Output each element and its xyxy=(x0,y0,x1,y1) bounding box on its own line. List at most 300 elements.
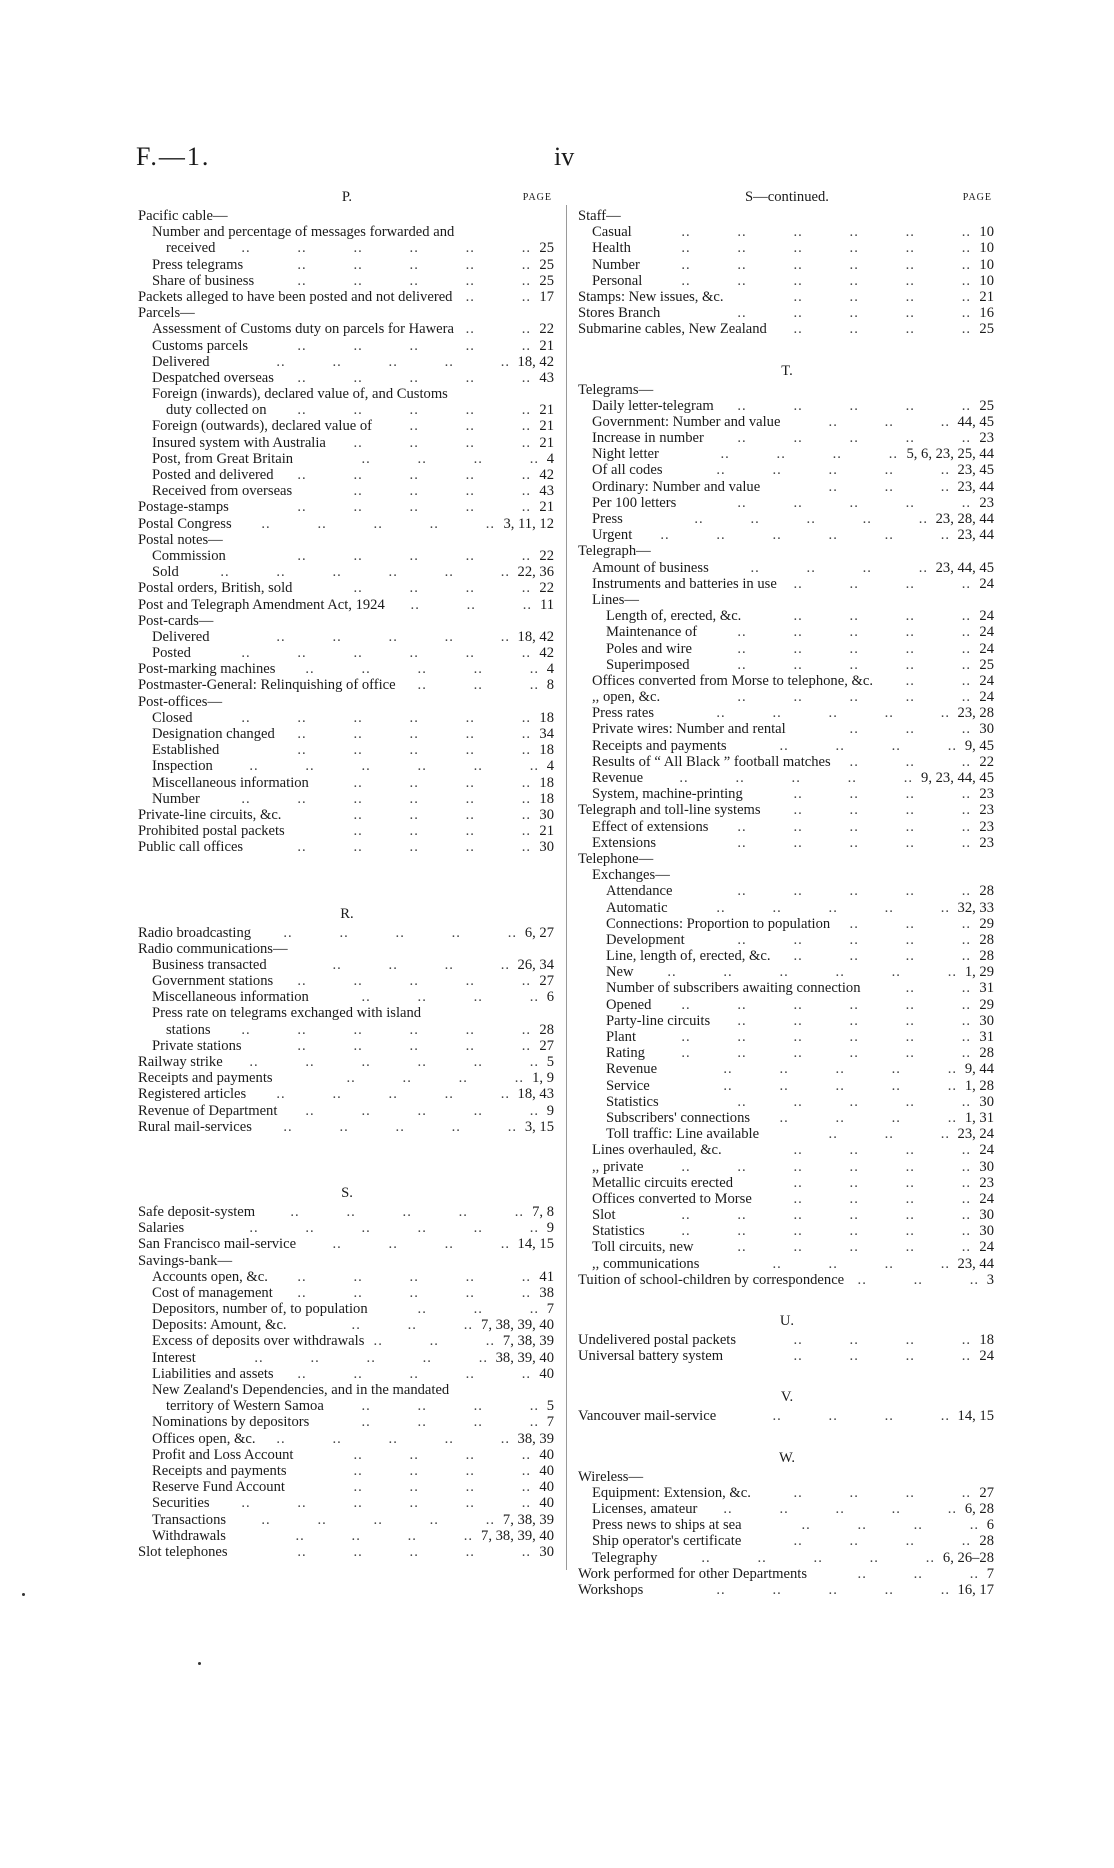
index-entry xyxy=(138,677,556,693)
dot-leader: .. .. .. .. .. .. xyxy=(241,1021,531,1038)
dot-leader: .. .. .. .. .. xyxy=(737,834,971,851)
dot-leader: .. .. .. .. .. xyxy=(276,1086,510,1103)
index-entry xyxy=(578,1191,996,1207)
entry-page: 21 xyxy=(539,823,554,840)
entry-text: Posted xyxy=(152,645,191,662)
section-spacer xyxy=(578,1364,996,1386)
dot-leader: .. .. .. xyxy=(849,915,971,932)
index-entry xyxy=(138,629,556,645)
entry-text: Submarine cables, New Zealand xyxy=(578,321,767,338)
entry-text: Vancouver mail-service xyxy=(578,1408,717,1425)
dot-leader: .. .. xyxy=(905,980,971,997)
index-entry xyxy=(578,495,996,511)
entry-page: 8 xyxy=(546,677,554,694)
entry-text: Personal xyxy=(592,272,643,289)
entry-page: 23, 28 xyxy=(957,705,994,722)
entry-text: Profit and Loss Account xyxy=(152,1446,294,1463)
entry-text: Deposits: Amount, &c. xyxy=(152,1317,287,1334)
index-entry xyxy=(138,499,556,515)
index-entry xyxy=(578,624,996,640)
entry-text: Line, length of, erected, &c. xyxy=(606,948,771,965)
index-entry xyxy=(578,1045,996,1061)
dot-leader: .. .. .. .. .. xyxy=(737,640,971,657)
entry-page: 18, 42 xyxy=(517,628,554,645)
index-entry xyxy=(578,948,996,964)
dot-leader: .. .. .. .. .. xyxy=(737,818,971,835)
dot-leader: .. .. .. .. .. xyxy=(297,369,531,386)
dot-leader: .. .. .. .. xyxy=(353,823,531,840)
dot-leader: .. .. .. .. xyxy=(353,1462,531,1479)
entry-text: Subscribers' connections xyxy=(606,1109,751,1126)
entry-page: 24 xyxy=(979,624,994,641)
dot-leader: .. .. .. .. .. xyxy=(283,924,517,941)
index-entry xyxy=(138,451,556,467)
entry-page: 23 xyxy=(979,786,994,803)
entry-text: Number xyxy=(592,256,640,273)
entry-text: Effect of extensions xyxy=(592,818,709,835)
dot-leader: .. .. .. .. .. xyxy=(297,839,531,856)
dot-leader: .. .. .. .. .. xyxy=(737,1239,971,1256)
document-reference: F.—1. xyxy=(136,142,211,171)
index-entry xyxy=(578,1078,996,1094)
index-entry xyxy=(578,1485,996,1501)
entry-text: Press rate on telegrams exchanged with island xyxy=(152,1005,422,1022)
entry-text: Toll circuits, new xyxy=(592,1239,694,1256)
index-entry xyxy=(578,560,996,576)
entry-page: 31 xyxy=(979,980,994,997)
index-entry xyxy=(138,208,556,224)
entry-page: 22, 36 xyxy=(517,564,554,581)
entry-page: 5 xyxy=(546,1054,554,1070)
index-entry xyxy=(578,1029,996,1045)
entry-text: Established xyxy=(152,742,220,759)
entry-page: 24 xyxy=(979,1348,994,1365)
index-entry xyxy=(578,1533,996,1549)
entry-page: 3, 15 xyxy=(524,1118,554,1135)
section-spacer xyxy=(138,856,556,903)
dot-leader: .. .. .. .. xyxy=(793,1533,971,1550)
dot-leader: .. .. .. .. xyxy=(801,1517,979,1534)
index-entry xyxy=(138,1086,556,1102)
entry-text: Statistics xyxy=(606,1093,659,1110)
dot-leader: .. .. .. .. .. xyxy=(297,337,531,354)
entry-text: Posted and delivered xyxy=(152,467,274,483)
dot-leader: .. .. .. .. .. xyxy=(737,931,971,948)
index-entry xyxy=(578,576,996,592)
entry-page: 30 xyxy=(979,1158,994,1175)
section-spacer xyxy=(138,1135,556,1182)
entry-text: Excess of deposits over withdrawals xyxy=(152,1333,365,1350)
section-letter: P. xyxy=(341,189,353,205)
index-entry xyxy=(138,1366,556,1382)
dot-leader: .. .. .. .. .. .. xyxy=(681,1207,971,1224)
entry-page: 27 xyxy=(539,1037,554,1054)
dot-leader: .. .. .. .. xyxy=(750,559,928,576)
entry-page: 30 xyxy=(539,839,554,856)
column-divider xyxy=(566,205,567,1570)
dot-leader: .. .. .. .. xyxy=(720,446,898,463)
entry-page: 9, 44 xyxy=(964,1061,994,1078)
index-entry xyxy=(138,289,556,305)
dot-leader: .. .. .. .. .. xyxy=(297,402,531,419)
entry-text: Post-marking machines xyxy=(138,661,276,678)
entry-page: 1, 31 xyxy=(964,1109,994,1126)
entry-text: Pacific cable— xyxy=(138,208,228,224)
entry-text: Private-line circuits, &c. xyxy=(138,806,282,823)
entry-page: 43 xyxy=(539,483,554,500)
dot-leader: .. .. .. .. .. xyxy=(297,1284,531,1301)
dot-leader: .. .. .. xyxy=(849,721,971,738)
index-entry xyxy=(138,742,556,758)
entry-page: 40 xyxy=(539,1495,554,1512)
entry-page: 27 xyxy=(539,973,554,990)
entry-page: 23, 44 xyxy=(957,527,994,544)
dot-leader: .. .. .. .. .. xyxy=(701,1549,935,1566)
index-entry xyxy=(138,257,556,273)
entry-page: 30 xyxy=(979,1223,994,1240)
dot-leader: .. .. .. .. xyxy=(361,1414,539,1431)
dot-leader: .. .. .. .. .. .. xyxy=(241,709,531,726)
entry-text: Results of “ All Black ” football matches xyxy=(592,753,831,770)
entry-page: 6, 26–28 xyxy=(942,1549,994,1566)
entry-page: 23 xyxy=(979,494,994,511)
dot-leader: .. .. .. .. xyxy=(353,1446,531,1463)
entry-text: Number and percentage of messages forwarded and xyxy=(152,224,455,241)
dot-leader: .. .. .. .. .. xyxy=(276,353,510,370)
dot-leader: .. .. .. .. .. xyxy=(276,628,510,645)
entry-page: 38, 39, 40 xyxy=(495,1349,554,1366)
index-entry xyxy=(578,1159,996,1175)
entry-text: Post-offices— xyxy=(138,693,223,710)
dot-leader: .. .. .. xyxy=(410,596,532,613)
entry-page: 6 xyxy=(986,1517,994,1534)
entry-text: Government stations xyxy=(152,973,274,990)
dot-leader: .. .. .. .. .. xyxy=(679,770,913,786)
entry-page: 24 xyxy=(979,608,994,625)
entry-text: Reserve Fund Account xyxy=(152,1479,285,1496)
entry-page: 42 xyxy=(539,467,554,483)
entry-text: Safe deposit-system xyxy=(138,1203,256,1220)
entry-page: 17 xyxy=(539,288,554,305)
index-entry xyxy=(578,819,996,835)
entry-page: 28 xyxy=(979,931,994,948)
entry-text: Superimposed xyxy=(606,656,690,673)
index-entry xyxy=(578,754,996,770)
dot-leader: .. .. .. .. .. xyxy=(283,1118,517,1135)
entry-text: Inspection xyxy=(152,758,213,775)
entry-page: 11 xyxy=(539,596,554,613)
index-entry xyxy=(138,941,556,957)
dot-leader: .. .. .. .. xyxy=(332,956,510,973)
dot-leader: .. .. .. .. .. .. xyxy=(667,964,957,981)
dot-leader: .. .. .. .. xyxy=(793,948,971,965)
index-entry xyxy=(578,608,996,624)
entry-page: 25 xyxy=(979,397,994,414)
entry-page: 10 xyxy=(979,240,994,257)
index-entry xyxy=(138,807,556,823)
index-entry xyxy=(578,786,996,802)
entry-text: Depositors, number of, to population xyxy=(152,1301,368,1318)
dot-leader: .. .. .. xyxy=(849,753,971,770)
entry-text: Press news to ships at sea xyxy=(592,1517,742,1534)
index-entry xyxy=(138,354,556,370)
entry-page: 5 xyxy=(546,1398,554,1415)
entry-text: Nominations by depositors xyxy=(152,1414,310,1431)
entry-text: Radio communications— xyxy=(138,940,288,957)
entry-text: Statistics xyxy=(592,1223,645,1240)
index-entry xyxy=(138,1038,556,1054)
index-entry xyxy=(578,446,996,462)
dot-leader: .. .. .. .. xyxy=(793,802,971,819)
entry-text: Prohibited postal packets xyxy=(138,823,285,840)
index-entry xyxy=(578,224,996,240)
dot-leader: .. .. .. .. xyxy=(353,1479,531,1496)
dot-leader: .. .. .. .. xyxy=(353,806,531,823)
entry-text: territory of Western Samoa xyxy=(166,1398,324,1415)
entry-text: Daily letter-telegram xyxy=(592,397,714,414)
dot-leader: .. .. .. .. .. xyxy=(737,430,971,447)
entry-page: 24 xyxy=(979,1239,994,1256)
entry-text: Closed xyxy=(152,709,193,726)
index-entry xyxy=(138,1119,556,1135)
dot-leader: .. .. .. .. xyxy=(353,774,531,791)
dot-leader: .. .. .. .. .. xyxy=(297,1365,531,1382)
dot-leader: .. .. .. .. .. xyxy=(297,1543,531,1560)
section-spacer xyxy=(578,1288,996,1310)
entry-page: 6 xyxy=(546,989,554,1006)
entry-page: 25 xyxy=(979,656,994,673)
entry-text: Instruments and batteries in use xyxy=(592,575,777,592)
dot-leader: .. .. .. xyxy=(351,1317,473,1334)
index-entry xyxy=(138,1463,556,1479)
dot-leader: .. .. .. .. .. xyxy=(694,511,928,527)
index-entry xyxy=(138,989,556,1005)
index-entry xyxy=(578,1566,996,1582)
dot-leader: .. .. .. .. .. xyxy=(297,467,531,483)
entry-text: Despatched overseas xyxy=(152,369,274,386)
section-heading-s xyxy=(138,1182,556,1204)
entry-page: 7 xyxy=(546,1301,554,1318)
index-entry xyxy=(138,1382,556,1398)
index-entry xyxy=(578,1110,996,1126)
section-letter: R. xyxy=(340,905,354,922)
dot-leader: .. .. .. .. .. xyxy=(737,656,971,673)
index-entry xyxy=(578,1469,996,1485)
entry-page: 1, 29 xyxy=(964,964,994,981)
dot-leader: .. .. .. .. .. xyxy=(737,1012,971,1029)
index-entry xyxy=(138,1414,556,1430)
entry-text: Work performed for other Departments xyxy=(578,1565,807,1582)
entry-page: 4 xyxy=(546,450,554,467)
index-entry xyxy=(138,1022,556,1038)
dot-leader: .. .. .. .. xyxy=(793,1174,971,1191)
entry-text: Licenses, amateur xyxy=(592,1500,698,1517)
dot-leader: .. .. .. .. .. xyxy=(290,1203,524,1220)
entry-page: 18 xyxy=(979,1332,994,1348)
page-column-label: PAGE xyxy=(522,192,552,203)
index-entry xyxy=(578,240,996,256)
entry-text: Private wires: Number and rental xyxy=(592,721,786,738)
dot-leader: .. .. .. .. .. .. xyxy=(241,1495,531,1512)
entry-page: 1, 9 xyxy=(532,1070,554,1087)
dot-leader: .. .. .. .. .. xyxy=(254,1349,488,1366)
index-entry xyxy=(138,305,556,321)
section-letter: S—continued. xyxy=(745,189,829,205)
entry-page: 18 xyxy=(539,774,554,791)
entry-page: 23 xyxy=(979,818,994,835)
index-entry xyxy=(138,1253,556,1269)
dot-leader: .. .. .. .. .. .. xyxy=(681,256,971,273)
entry-text: Share of business xyxy=(152,272,255,289)
index-entry xyxy=(138,321,556,337)
entry-page: 4 xyxy=(546,758,554,775)
entry-text: Toll traffic: Line available xyxy=(606,1126,760,1143)
dot-leader: .. .. .. .. xyxy=(793,1142,971,1159)
entry-text: Equipment: Extension, &c. xyxy=(592,1484,751,1501)
entry-page: 6, 28 xyxy=(964,1500,994,1517)
entry-page: 38 xyxy=(539,1284,554,1301)
entry-text: Government: Number and value xyxy=(592,413,781,430)
entry-page: 4 xyxy=(546,661,554,678)
entry-page: 22 xyxy=(539,580,554,597)
entry-text: Commission xyxy=(152,547,226,564)
entry-page: 30 xyxy=(979,721,994,738)
entry-text: Tuition of school-children by correspondence xyxy=(578,1271,845,1288)
stray-mark xyxy=(198,1662,201,1665)
index-entry xyxy=(578,721,996,737)
entry-page: 23 xyxy=(979,1174,994,1191)
index-entry xyxy=(578,1175,996,1191)
entry-page: 29 xyxy=(979,915,994,932)
entry-page: 30 xyxy=(979,1012,994,1029)
entry-text: Withdrawals xyxy=(152,1527,226,1544)
entry-text: Metallic circuits erected xyxy=(592,1174,733,1191)
dot-leader: .. .. .. xyxy=(828,1126,950,1143)
dot-leader: .. .. .. .. .. .. xyxy=(681,272,971,289)
dot-leader: .. .. .. .. .. xyxy=(723,1077,957,1094)
entry-text: Liabilities and assets xyxy=(152,1365,274,1382)
entry-page: 21 xyxy=(539,499,554,516)
dot-leader: .. .. .. .. .. xyxy=(276,1430,510,1447)
entry-page: 30 xyxy=(979,1093,994,1110)
index-entry xyxy=(138,467,556,483)
index-entry xyxy=(138,1528,556,1544)
entry-page: 18, 42 xyxy=(517,353,554,370)
entry-text: Postage-stamps xyxy=(138,499,229,516)
index-entry xyxy=(578,932,996,948)
entry-page: 43 xyxy=(539,369,554,386)
entry-text: Health xyxy=(592,240,631,257)
entry-text: Extensions xyxy=(592,834,657,851)
entry-page: 28 xyxy=(979,1533,994,1550)
dot-leader: .. .. .. .. .. xyxy=(716,899,950,916)
index-entry xyxy=(138,839,556,855)
entry-text: Telegrams— xyxy=(578,381,654,398)
entry-text: Receipts and payments xyxy=(138,1070,273,1087)
dot-leader: .. .. .. .. .. xyxy=(297,1037,531,1054)
dot-leader: .. .. .. .. .. .. xyxy=(660,527,950,544)
entry-text: Telegraph— xyxy=(578,543,651,560)
entry-page: 9, 45 xyxy=(964,737,994,754)
index-entry xyxy=(138,694,556,710)
entry-page: 14, 15 xyxy=(517,1236,554,1253)
entry-page: 23 xyxy=(979,834,994,851)
entry-page: 9, 23, 44, 45 xyxy=(921,770,994,786)
entry-page: 40 xyxy=(539,1365,554,1382)
entry-page: 22 xyxy=(539,321,554,338)
entry-page: 1, 28 xyxy=(964,1077,994,1094)
entry-text: Accounts open, &c. xyxy=(152,1268,268,1285)
index-entry xyxy=(578,689,996,705)
index-entry xyxy=(138,758,556,774)
index-entry xyxy=(578,883,996,899)
entry-page: 34 xyxy=(539,726,554,742)
index-entry xyxy=(138,483,556,499)
entry-text: Postmaster-General: Relinquishing of office xyxy=(138,677,396,694)
dot-leader: .. .. .. .. .. xyxy=(737,494,971,511)
stray-mark xyxy=(22,1593,25,1596)
entry-text: Press telegrams xyxy=(152,256,244,273)
index-entry xyxy=(138,645,556,661)
index-entry xyxy=(578,398,996,414)
entry-page: 7 xyxy=(986,1565,994,1582)
index-entry xyxy=(138,564,556,580)
dot-leader: .. .. .. .. .. .. xyxy=(241,240,531,257)
dot-leader: .. .. .. .. xyxy=(793,321,971,338)
entry-text: Parcels— xyxy=(138,305,195,322)
dot-leader: .. .. .. .. xyxy=(361,989,539,1006)
entry-page: 7 xyxy=(546,1414,554,1431)
entry-page: 42 xyxy=(539,645,554,662)
entry-page: 40 xyxy=(539,1462,554,1479)
dot-leader: .. .. .. .. .. .. xyxy=(681,996,971,1013)
entry-text: Universal battery system xyxy=(578,1348,724,1365)
entry-page: 27 xyxy=(979,1484,994,1501)
entry-page: 21 xyxy=(539,337,554,354)
dot-leader: .. .. .. .. xyxy=(779,1109,957,1126)
entry-text: Miscellaneous information xyxy=(152,774,309,791)
entry-text: Offices open, &c. xyxy=(152,1430,256,1447)
entry-text: Revenue xyxy=(592,770,644,786)
entry-page: 23, 28, 44 xyxy=(935,511,994,527)
entry-page: 22 xyxy=(979,753,994,770)
entry-text: Workshops xyxy=(578,1581,644,1598)
dot-leader: .. .. .. .. .. xyxy=(261,515,495,532)
dot-leader: .. .. .. xyxy=(828,478,950,495)
entry-text: Number xyxy=(152,790,200,807)
dot-leader: .. .. .. .. .. xyxy=(297,973,531,990)
entry-text: Increase in number xyxy=(592,430,704,447)
dot-leader: .. .. .. xyxy=(373,1333,495,1350)
entry-page: 28 xyxy=(979,948,994,965)
entry-page: 23, 44 xyxy=(957,478,994,495)
dot-leader: .. .. xyxy=(465,321,531,338)
entry-text: Postal notes— xyxy=(138,531,223,548)
section-letter: V. xyxy=(780,1389,794,1406)
index-entry xyxy=(138,224,556,240)
index-entry xyxy=(138,532,556,548)
entry-text: Transactions xyxy=(152,1511,227,1528)
dot-leader: .. .. .. .. .. xyxy=(737,1093,971,1110)
index-entry xyxy=(578,1501,996,1517)
index-entry xyxy=(578,462,996,478)
dot-leader: .. .. .. .. .. .. xyxy=(681,1045,971,1062)
index-entry xyxy=(138,370,556,386)
dot-leader: .. .. .. .. .. xyxy=(297,272,531,289)
dot-leader: .. .. .. .. .. xyxy=(737,305,971,322)
index-entry xyxy=(138,1204,556,1220)
index-entry xyxy=(578,321,996,337)
